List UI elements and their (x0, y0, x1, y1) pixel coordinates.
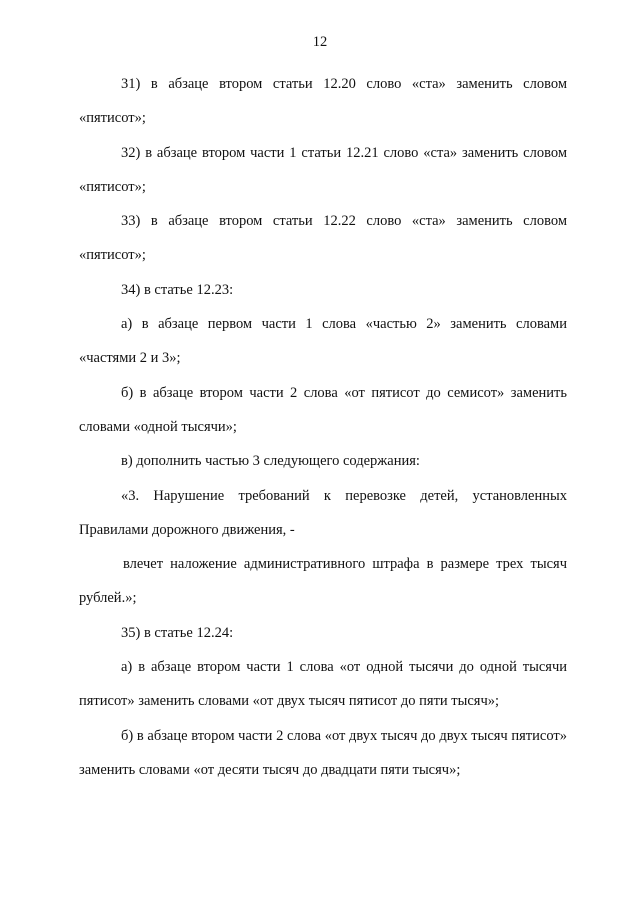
subparagraph-a: а) в абзаце первом части 1 слова «частью 2» заменить словами «частями 2 и 3»; (79, 316, 567, 367)
paragraph-item-31: 31) в абзаце втором статьи 12.20 слово «ста» заменить словом «пятисот»; (79, 76, 567, 127)
page-number: 12 (312, 34, 328, 50)
paragraph-item-32: 32) в абзаце втором части 1 статьи 12.21 слово «ста» заменить словом «пятисот»; (79, 144, 567, 195)
subparagraph-b: б) в абзаце втором части 2 слова «от пятисот до семисот» заменить словами «одной тысячи»; (79, 384, 567, 435)
penalty-text: влечет наложение административного штрафа в размере трех тысяч рублей.»; (79, 556, 567, 607)
quoted-part-3: «3. Нарушение требований к перевозке детей, установленных Правилами дорожного движения, - (79, 487, 567, 538)
subparagraph-a-12-24: а) в абзаце втором части 1 слова «от одной тысячи до одной тысячи пятисот» заменить словами «от двух тысяч пятисот до пяти тысяч»; (79, 659, 567, 710)
document-body (79, 67, 567, 787)
subparagraph-b-12-24: б) в абзаце втором части 2 слова «от двух тысяч до двух тысяч пятисот» заменить словами «от десяти тысяч до двадцати пяти тысяч»; (79, 727, 567, 778)
paragraph-item-35: 35) в статье 12.24: (121, 624, 234, 641)
paragraph-item-33: 33) в абзаце втором статьи 12.22 слово «ста» заменить словом «пятисот»; (79, 213, 567, 264)
paragraph-item-34: 34) в статье 12.23: (121, 281, 234, 298)
subparagraph-v: в) дополнить частью 3 следующего содержания: (121, 453, 420, 470)
